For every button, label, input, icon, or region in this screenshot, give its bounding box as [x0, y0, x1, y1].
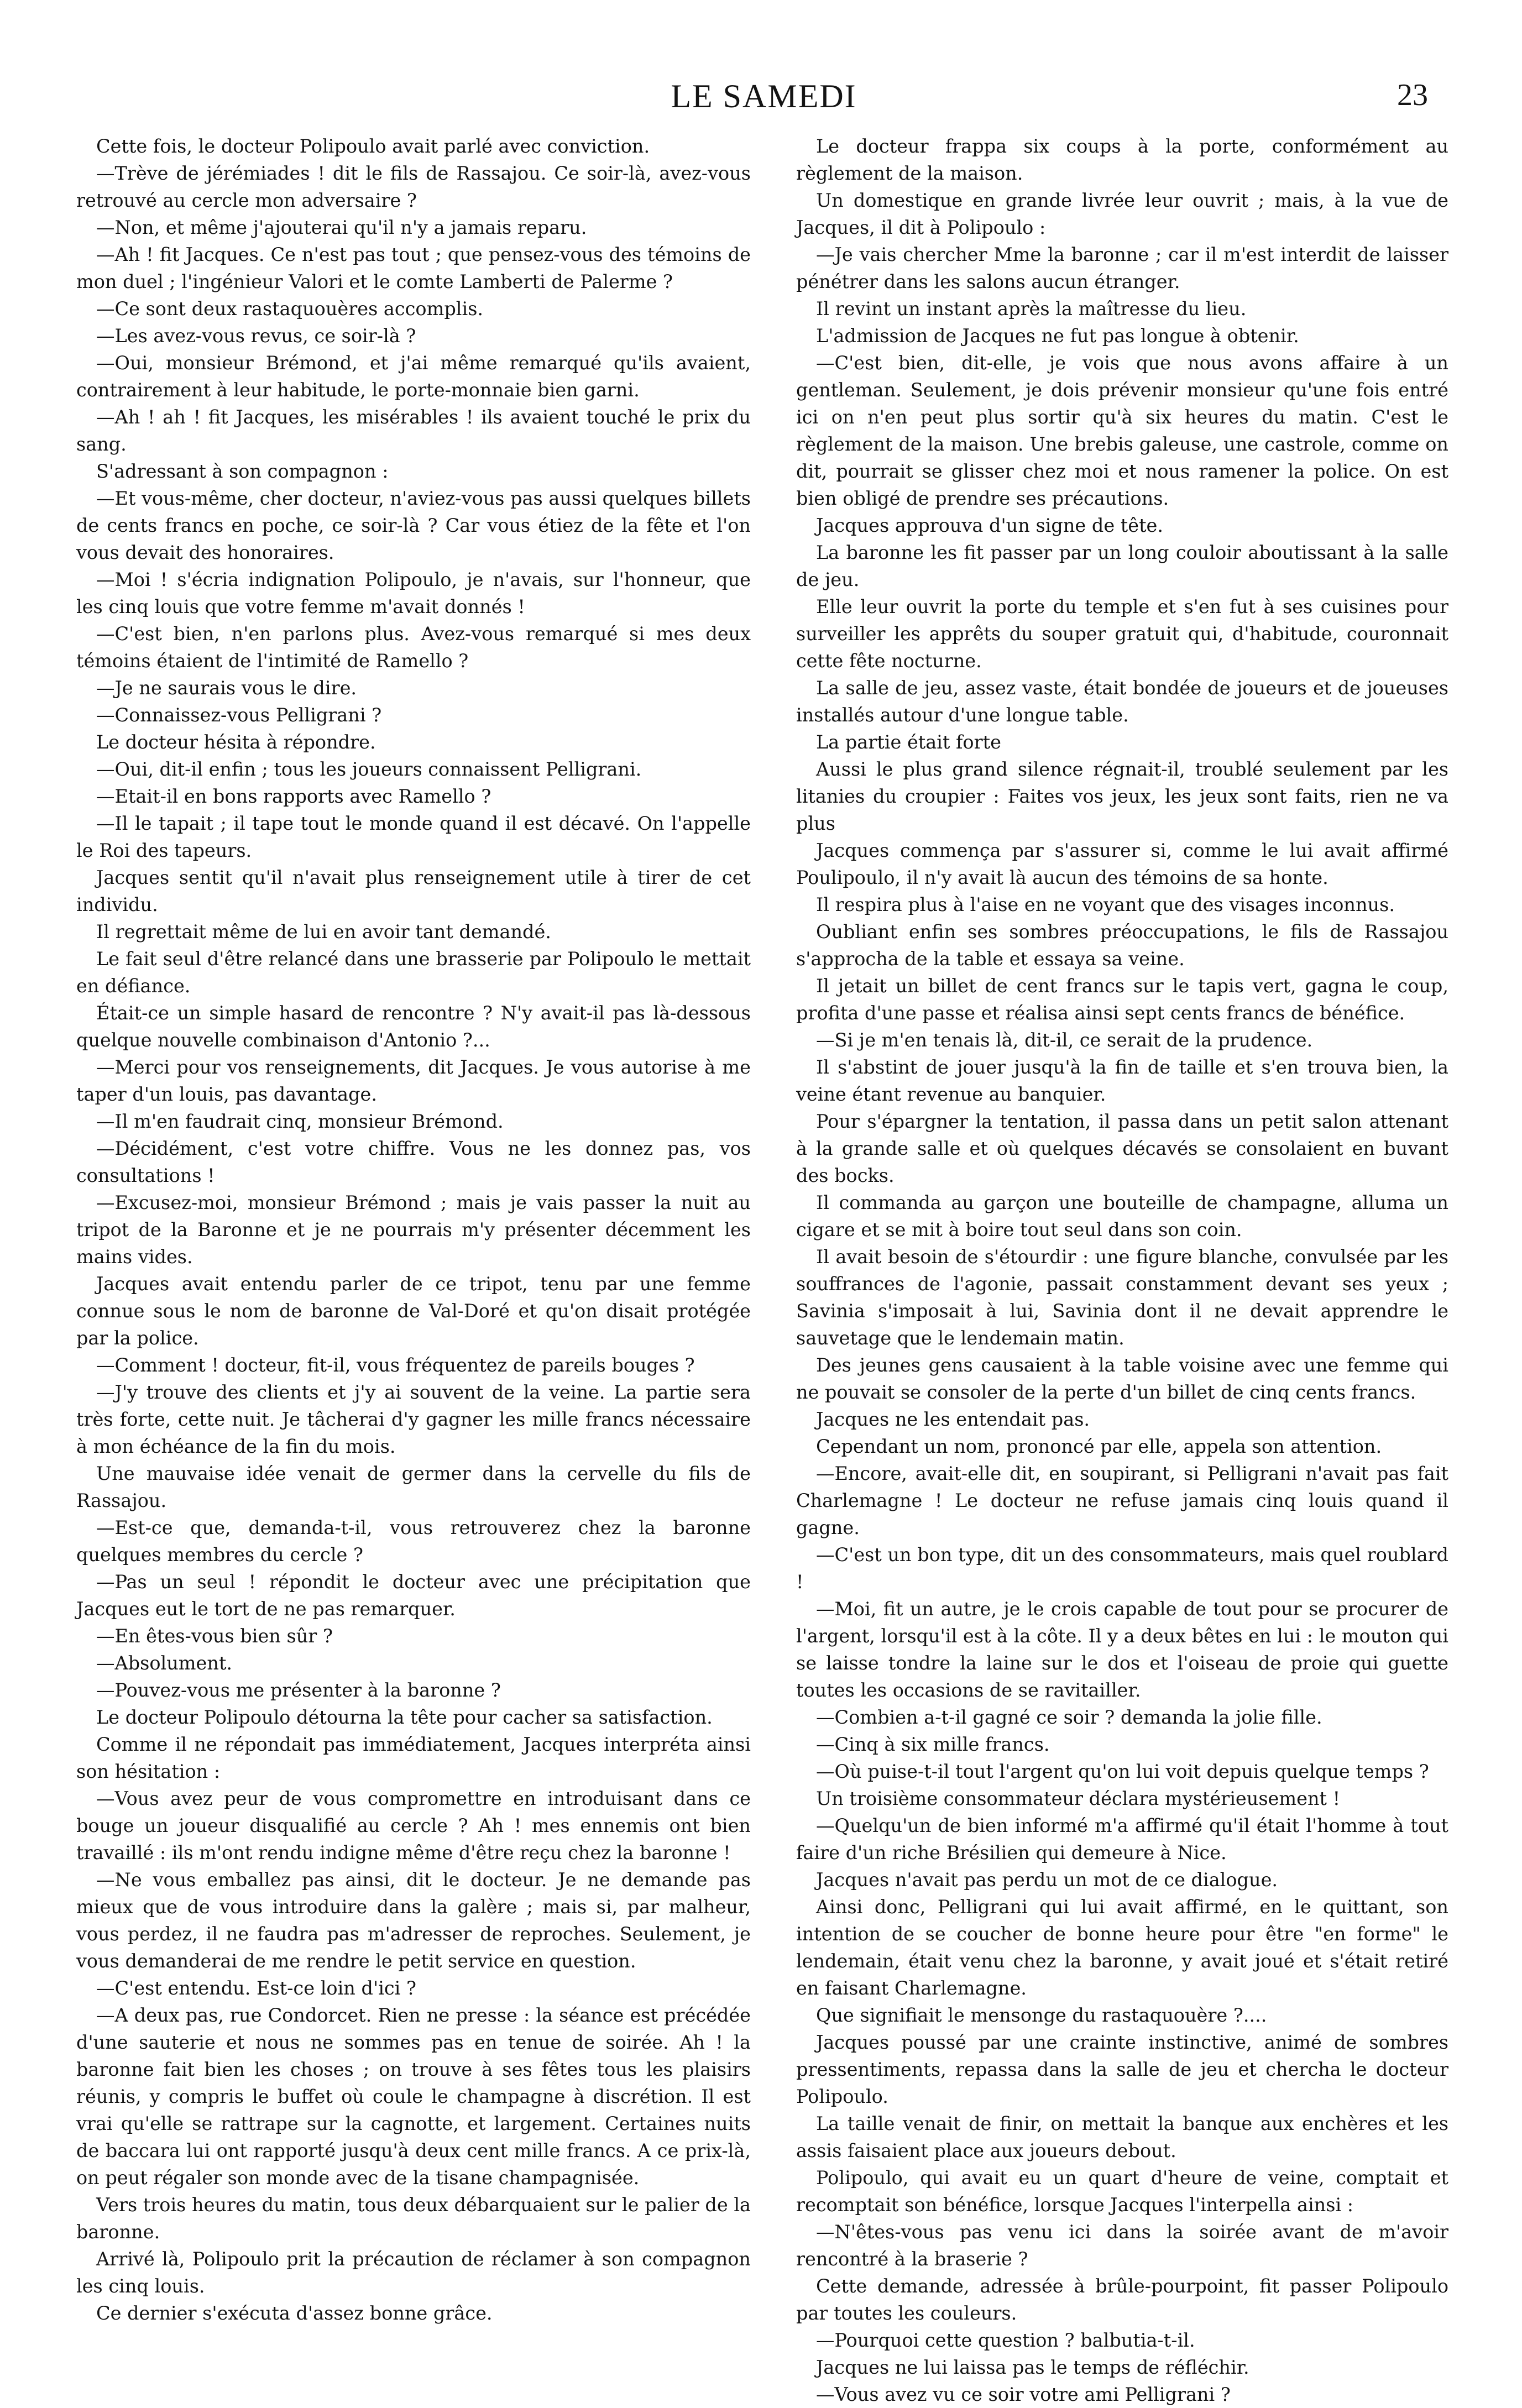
paragraph: —Ah ! fit Jacques. Ce n'est pas tout ; que pensez-vous des témoins de mon duel ; l'ingénieur Valori et le comte Lamberti de Palerme ? — [76, 244, 751, 292]
paragraph: Vers trois heures du matin, tous deux débarquaient sur le palier de la baronne. — [76, 2194, 751, 2243]
running-title: LE SAMEDI — [671, 78, 857, 114]
paragraph: —Oui, monsieur Brémond, et j'ai même remarqué qu'ils avaient, contrairement à leur habitude, le porte-monnaie bien garni. — [76, 352, 751, 401]
paragraph: Jacques poussé par une crainte instinctive, animé de sombres pressentiments, repassa dans la salle de jeu et chercha le docteur Polipoulo. — [796, 2032, 1448, 2107]
paragraph: —Pouvez-vous me présenter à la baronne ? — [96, 1679, 501, 1701]
paragraph: Arrivé là, Polipoulo prit la précaution de réclamer à son compagnon les cinq louis. — [76, 2248, 751, 2297]
paragraph: Jacques avait entendu parler de ce tripot, tenu par une femme connue sous le nom de baronne de Val-Doré et qu'on disait protégée par la police. — [76, 1273, 751, 1349]
right-text-column — [796, 133, 1448, 2408]
paragraph: —Ah ! ah ! fit Jacques, les misérables ! ils avaient touché le prix du sang. — [76, 406, 751, 455]
paragraph: —J'y trouve des clients et j'y ai souvent de la veine. La partie sera très forte, cette nuit. Je tâcherai d'y gagner les mille francs nécessaire à mon échéance de la fin du mois. — [76, 1381, 751, 1457]
paragraph: —Merci pour vos renseignements, dit Jacques. Je vous autorise à me taper d'un louis, pas davantage. — [76, 1056, 751, 1105]
paragraph: —C'est bien, n'en parlons plus. Avez-vous remarqué si mes deux témoins étaient de l'intimité de Ramello ? — [76, 623, 751, 672]
paragraph: La taille venait de finir, on mettait la banque aux enchères et les assis faisaient place aux joueurs debout. — [796, 2113, 1448, 2161]
paragraph: —Vous avez peur de vous compromettre en introduisant dans ce bouge un joueur disqualifié au cercle ? Ah ! mes ennemis ont bien travaillé : ils m'ont rendu indigne même d'être reçu chez la baronne ! — [76, 1788, 751, 1863]
paragraph: Le docteur frappa six coups à la porte, conformément au règlement de la maison. — [796, 135, 1448, 184]
paragraph: —Ce sont deux rastaquouères accomplis. — [96, 298, 484, 320]
paragraph: —N'êtes-vous pas venu ici dans la soirée avant de m'avoir rencontré à la braserie ? — [796, 2221, 1448, 2270]
paragraph: —C'est entendu. Est-ce loin d'ici ? — [96, 1977, 416, 1999]
paragraph: La salle de jeu, assez vaste, était bondée de joueurs et de joueuses installés autour d'une longue table. — [796, 677, 1448, 726]
paragraph: —Comment ! docteur, fit-il, vous fréquentez de pareils bouges ? — [96, 1354, 695, 1376]
paragraph: Cependant un nom, prononcé par elle, appela son attention. — [816, 1436, 1382, 1457]
paragraph: Ce dernier s'exécuta d'assez bonne grâce. — [96, 2302, 493, 2324]
paragraph: —C'est un bon type, dit un des consommateurs, mais quel roublard ! — [796, 1544, 1448, 1593]
paragraph: —Moi, fit un autre, je le crois capable de tout pour se procurer de l'argent, lorsqu'il est à la côte. Il y a deux bêtes en lui : le mouton qui se laisse tondre la laine sur le dos et l'oiseau de proie qui guette toutes les occasions de se ravitailler. — [796, 1598, 1449, 1701]
paragraph: —Je vais chercher Mme la baronne ; car il m'est interdit de laisser pénétrer dans les salons aucun étranger. — [796, 244, 1448, 292]
paragraph: —Pas un seul ! répondit le docteur avec une précipitation que Jacques eut le tort de ne pas remarquer. — [76, 1571, 751, 1620]
paragraph: Il jetait un billet de cent francs sur le tapis vert, gagna le coup, profita d'une passe et réalisa ainsi sept cents francs de bénéfice. — [796, 975, 1448, 1024]
paragraph: —Connaissez-vous Pelligrani ? — [96, 704, 382, 726]
paragraph: Il s'abstint de jouer jusqu'à la fin de taille et s'en trouva bien, la veine étant revenue au banquier. — [796, 1056, 1448, 1105]
paragraph: Cette demande, adressée à brûle-pourpoint, fit passer Polipoulo par toutes les couleurs. — [796, 2275, 1448, 2324]
paragraph: —Non, et même j'ajouterai qu'il n'y a jamais reparu. — [96, 217, 587, 238]
paragraph: —Où puise-t-il tout l'argent qu'on lui voit depuis quelque temps ? — [816, 1761, 1429, 1782]
paragraph: Jacques n'avait pas perdu un mot de ce dialogue. — [816, 1869, 1278, 1891]
paragraph: —Si je m'en tenais là, dit-il, ce serait de la prudence. — [816, 1029, 1313, 1051]
paragraph: L'admission de Jacques ne fut pas longue à obtenir. — [816, 325, 1299, 347]
paragraph: —Je ne saurais vous le dire. — [96, 677, 357, 699]
paragraph: —Combien a-t-il gagné ce soir ? demanda la jolie fille. — [816, 1706, 1322, 1728]
paragraph: —Trève de jérémiades ! dit le fils de Rassajou. Ce soir-là, avez-vous retrouvé au cercle mon adversaire ? — [76, 163, 751, 211]
paragraph: Elle leur ouvrit la porte du temple et s'en fut à ses cuisines pour surveiller les apprêts du souper gratuit qui, d'habitude, couronnait cette fête nocturne. — [796, 596, 1448, 672]
paragraph: Pour s'épargner la tentation, il passa dans un petit salon attenant à la grande salle et où quelques décavés se consolaient en buvant des bocks. — [796, 1111, 1448, 1186]
paragraph: Le docteur hésita à répondre. — [96, 731, 376, 753]
paragraph: Était-ce un simple hasard de rencontre ? N'y avait-il pas là-dessous quelque nouvelle combinaison d'Antonio ?... — [76, 1002, 751, 1051]
paragraph: Le fait seul d'être relancé dans une brasserie par Polipoulo le mettait en défiance. — [76, 948, 751, 997]
paragraph: Le docteur Polipoulo détourna la tête pour cacher sa satisfaction. — [96, 1706, 713, 1728]
paragraph: Polipoulo, qui avait eu un quart d'heure de veine, comptait et recomptait son bénéfice, lorsque Jacques l'interpella ainsi : — [796, 2167, 1448, 2216]
paragraph: Il respira plus à l'aise en ne voyant que des visages inconnus. — [816, 894, 1395, 915]
paragraph: Aussi le plus grand silence régnait-il, troublé seulement par les litanies du croupier : Faites vos jeux, les jeux sont faits, rien ne va plus — [796, 758, 1448, 834]
paragraph: —Est-ce que, demanda-t-il, vous retrouverez chez la baronne quelques membres du cercle ? — [76, 1517, 751, 1566]
paragraph: —Il le tapait ; il tape tout le monde quand il est décavé. On l'appelle le Roi des tapeurs. — [76, 813, 751, 861]
paragraph: —Vous avez vu ce soir votre ami Pelligrani ? — [816, 2384, 1231, 2405]
page-header — [100, 77, 1428, 122]
paragraph: La partie était forte — [816, 731, 1001, 753]
paragraph: —Pourquoi cette question ? balbutia-t-il. — [816, 2330, 1195, 2351]
paragraph: —Absolument. — [96, 1652, 233, 1674]
paragraph: Jacques ne les entendait pas. — [816, 1409, 1090, 1430]
paragraph: Il avait besoin de s'étourdir : une figure blanche, convulsée par les souffrances de l'agonie, passait constamment devant ses yeux ; Savinia s'imposait à lui, Savinia dont il ne devait apprendre le sauvetage que le lendemain matin. — [796, 1246, 1448, 1349]
paragraph: Oubliant enfin ses sombres préoccupations, le fils de Rassajou s'approcha de la table et essaya sa veine. — [796, 921, 1448, 970]
paragraph: Comme il ne répondait pas immédiatement, Jacques interpréta ainsi son hésitation : — [76, 1734, 751, 1782]
paragraph: Jacques ne lui laissa pas le temps de réfléchir. — [816, 2357, 1249, 2378]
paragraph: —En êtes-vous bien sûr ? — [96, 1625, 333, 1647]
paragraph: Jacques sentit qu'il n'avait plus renseignement utile à tirer de cet individu. — [76, 867, 751, 915]
page-number: 23 — [1397, 78, 1428, 112]
paragraph: —Les avez-vous revus, ce soir-là ? — [96, 325, 416, 347]
paragraph: La baronne les fit passer par un long couloir aboutissant à la salle de jeu. — [796, 542, 1448, 590]
paragraph: Un troisième consommateur déclara mystérieusement ! — [816, 1788, 1341, 1809]
paragraph: Une mauvaise idée venait de germer dans la cervelle du fils de Rassajou. — [76, 1463, 751, 1511]
paragraph: —Etait-il en bons rapports avec Ramello ? — [96, 786, 491, 807]
paragraph: —Décidément, c'est votre chiffre. Vous ne les donnez pas, vos consultations ! — [76, 1138, 751, 1186]
paragraph: Des jeunes gens causaient à la table voisine avec une femme qui ne pouvait se consoler de la perte d'un billet de cinq cents francs. — [796, 1354, 1448, 1403]
paragraph: Il revint un instant après la maîtresse du lieu. — [816, 298, 1247, 320]
paragraph: —Et vous-même, cher docteur, n'aviez-vous pas aussi quelques billets de cents francs en poche, ce soir-là ? Car vous étiez de la fête et l'on vous devait des honoraires. — [76, 488, 751, 563]
paragraph: Un domestique en grande livrée leur ouvrit ; mais, à la vue de Jacques, il dit à Polipoulo : — [796, 190, 1448, 238]
paragraph: —Excusez-moi, monsieur Brémond ; mais je vais passer la nuit au tripot de la Baronne et je ne pourrais m'y présenter décemment les mains vides. — [76, 1192, 751, 1268]
paragraph: Il regrettait même de lui en avoir tant demandé. — [96, 921, 551, 943]
paragraph: —Moi ! s'écria indignation Polipoulo, je n'avais, sur l'honneur, que les cinq louis que votre femme m'avait donnés ! — [76, 569, 751, 617]
paragraph: Jacques commença par s'assurer si, comme le lui avait affirmé Poulipoulo, il n'y avait là aucun des témoins de sa honte. — [796, 840, 1448, 888]
paragraph: —A deux pas, rue Condorcet. Rien ne presse : la séance est précédée d'une sauterie et nous ne sommes pas en tenue de soirée. Ah ! la baronne fait bien les choses ; on trouve à ses fêtes tous les plaisirs réunis, y compris le buffet où coule le champagne à discrétion. Il est vrai qu'elle se rattrape sur la cagnotte, et largement. Certaines nuits de baccara lui ont rapporté jusqu'à deux cent mille francs. A ce prix-là, on peut régaler son monde avec de la tisane champagnisée. — [76, 2004, 751, 2189]
paragraph: —Il m'en faudrait cinq, monsieur Brémond. — [96, 1111, 504, 1132]
paragraph: —Encore, avait-elle dit, en soupirant, si Pelligrani n'avait pas fait Charlemagne ! Le docteur ne refuse jamais cinq louis quand il gagne. — [796, 1463, 1448, 1538]
paragraph: —Ne vous emballez pas ainsi, dit le docteur. Je ne demande pas mieux que de vous introduire dans la galère ; mais si, par malheur, vous perdez, il ne faudra pas m'adresser de reproches. Seulement, je vous demanderai de me rendre le petit service en question. — [76, 1869, 751, 1972]
paragraph: Cette fois, le docteur Polipoulo avait parlé avec conviction. — [96, 135, 650, 157]
left-text-column — [76, 133, 751, 2327]
paragraph: —Quelqu'un de bien informé m'a affirmé qu'il était l'homme à tout faire d'un riche Brésilien qui demeure à Nice. — [796, 1815, 1448, 1863]
paragraph: Il commanda au garçon une bouteille de champagne, alluma un cigare et se mit à boire tout seul dans son coin. — [796, 1192, 1448, 1240]
paragraph: —C'est bien, dit-elle, je vois que nous avons affaire à un gentleman. Seulement, je dois prévenir monsieur qu'une fois entré ici on n'en peut plus sortir qu'à six heures du matin. C'est le règlement de la maison. Une brebis galeuse, une castrole, comme on dit, pourrait se glisser chez moi et nous ramener la police. On est bien obligé de prendre ses précautions. — [796, 352, 1448, 509]
paragraph: S'adressant à son compagnon : — [96, 460, 389, 482]
paragraph: Ainsi donc, Pelligrani qui lui avait affirmé, en le quittant, son intention de se coucher de bonne heure pour être "en forme" le lendemain, était venu chez la baronne, y avait joué et s'était retiré en faisant Charlemagne. — [796, 1896, 1448, 1999]
paragraph: —Cinq à six mille francs. — [816, 1734, 1050, 1755]
paragraph: Que signifiait le mensonge du rastaquouère ?.... — [816, 2004, 1267, 2026]
paragraph: Jacques approuva d'un signe de tête. — [816, 515, 1164, 536]
paragraph: —Oui, dit-il enfin ; tous les joueurs connaissent Pelligrani. — [96, 758, 642, 780]
